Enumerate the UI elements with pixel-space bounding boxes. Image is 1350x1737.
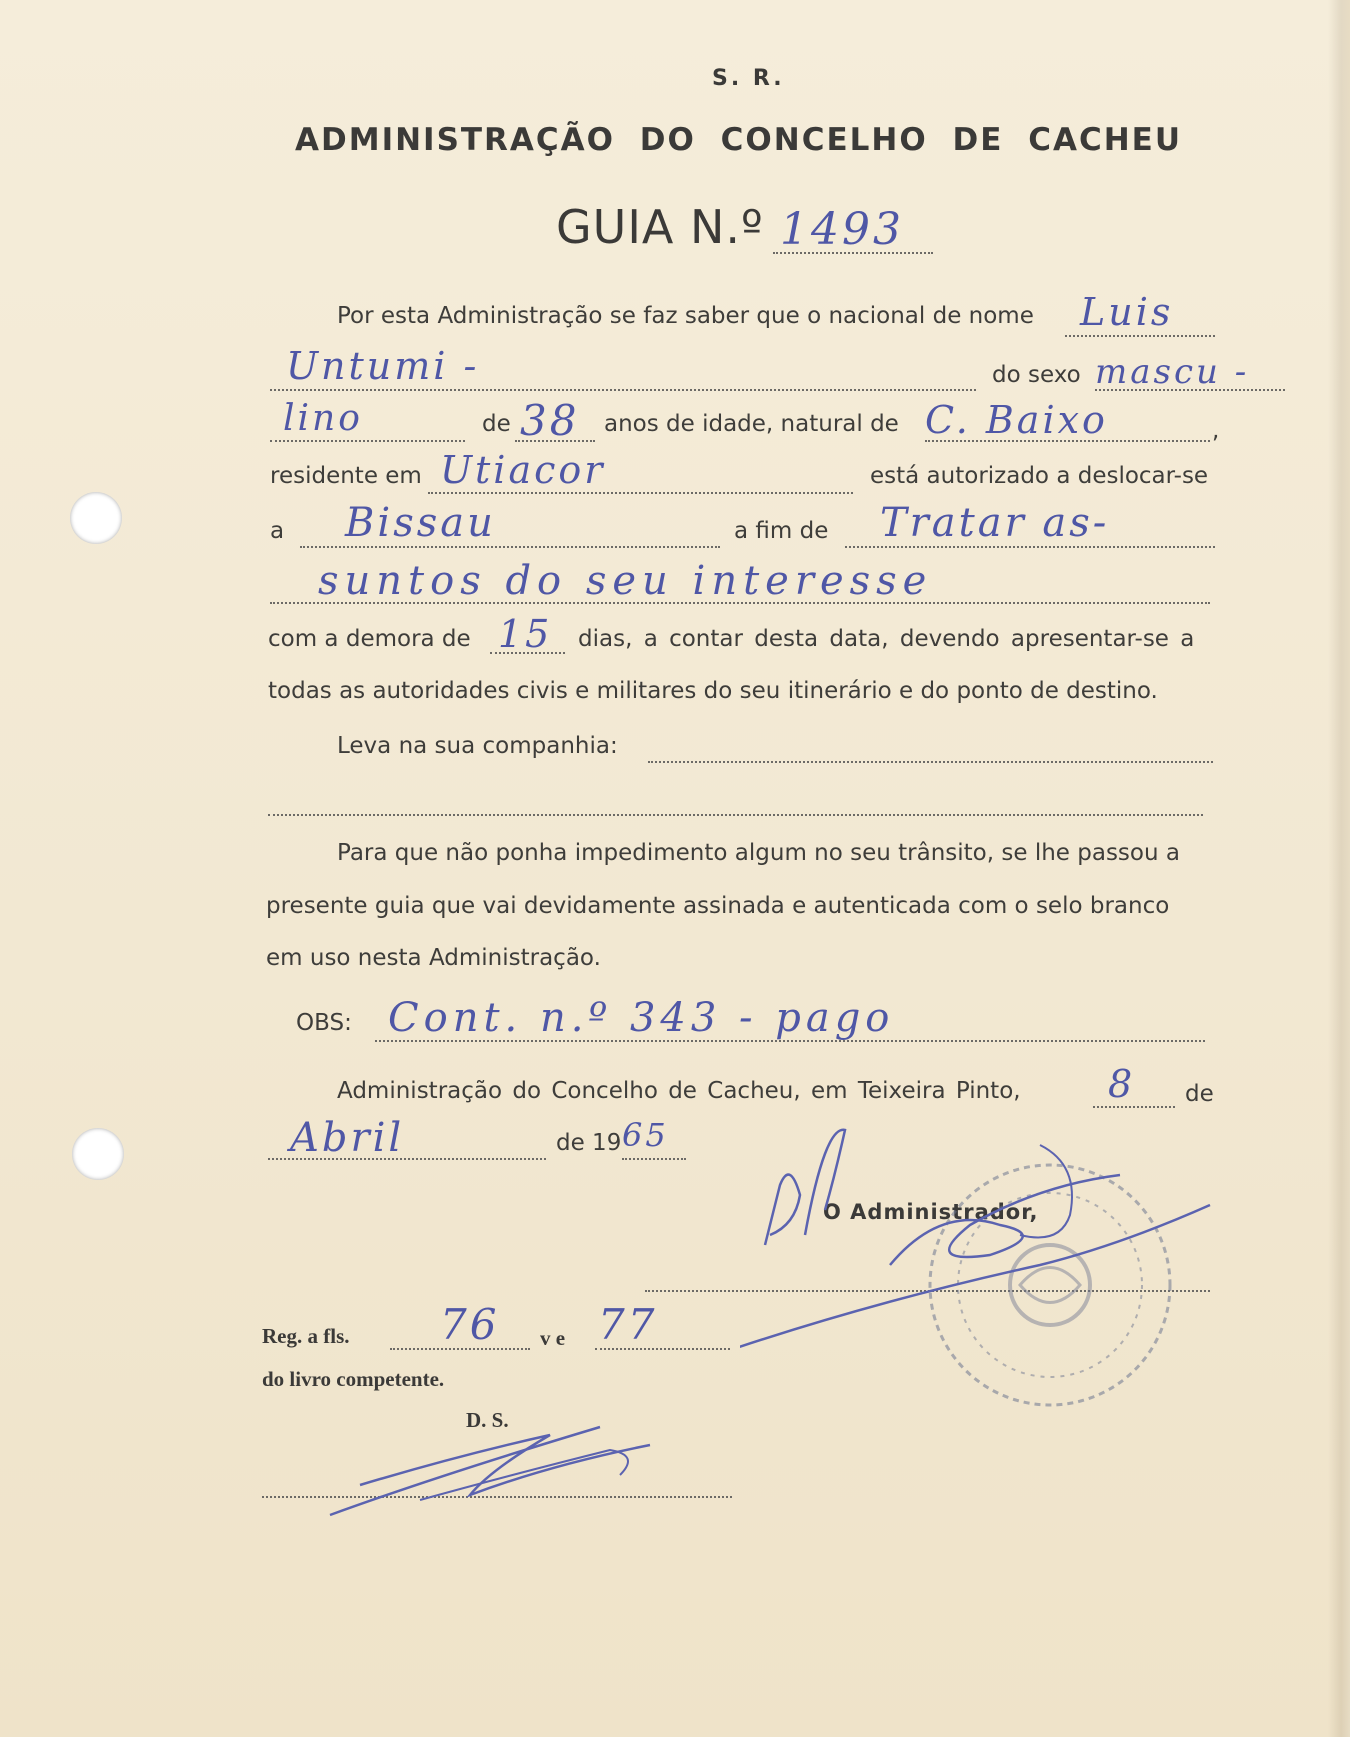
reg-fls2: 77 [598, 1300, 658, 1349]
paragraph-line-1: Para que não ponha impedimento algum no seu trânsito, se lhe passou a [337, 840, 1180, 866]
date-year-line [622, 1158, 686, 1160]
fim-label: a fim de [734, 518, 829, 544]
intro-text: Por esta Administração se faz saber que o nacional de nome [337, 303, 1034, 329]
date-year-suffix: 65 [622, 1116, 669, 1154]
paragraph-line-2: presente guia que vai devidamente assinada e autenticada com o selo branco [266, 893, 1170, 919]
date-day-line [1093, 1106, 1175, 1108]
reg-fls: 76 [440, 1300, 500, 1349]
date-year-prefix: de 19 [556, 1130, 622, 1156]
date-month: Abril [290, 1115, 405, 1161]
ds-label: D. S. [466, 1408, 509, 1432]
fim-value-a: Tratar as- [880, 500, 1110, 546]
sex-value-a: mascu - [1095, 352, 1250, 392]
natural-comma: , [1212, 418, 1220, 444]
date-text: Administração do Concelho de Cacheu, em Teixeira Pinto, [337, 1078, 1021, 1104]
punch-hole-top [70, 492, 122, 544]
demora-suffix: dias, a contar desta data, devendo apresentar-se a [578, 626, 1195, 652]
sex-label: do sexo [992, 362, 1081, 388]
paragraph-line-3: em uso nesta Administração. [266, 945, 601, 971]
demora-prefix: com a demora de [268, 626, 471, 652]
header-sr: S. R. [712, 66, 785, 91]
residente-label: residente em [270, 463, 422, 489]
administration-title: ADMINISTRAÇÃO DO CONCELHO DE CACHEU [295, 122, 1182, 158]
name-last-line [270, 389, 976, 391]
date-de: de [1185, 1081, 1214, 1107]
paper-edge [1328, 0, 1350, 1737]
age-suffix: anos de idade, natural de [604, 411, 899, 437]
companhia-line [648, 761, 1213, 763]
name-last: Untumi - [286, 344, 480, 388]
age-value: 38 [520, 396, 580, 445]
fim-value-b: suntos do seu interesse [318, 558, 933, 604]
autoridades-text: todas as autoridades civis e militares do seu itinerário e do ponto de destino. [268, 678, 1158, 704]
destino-value: Bissau [345, 500, 496, 546]
punch-hole-bottom [72, 1128, 124, 1180]
fim-line [845, 546, 1215, 548]
residente-line [428, 492, 853, 494]
livro-label: do livro competente. [262, 1367, 445, 1391]
administrator-signature-icon [740, 1115, 1220, 1375]
natural-value: C. Baixo [925, 398, 1108, 442]
guia-label: GUIA N.º [556, 200, 764, 254]
residente-value: Utiacor [440, 448, 606, 492]
sex-continuation-line [270, 440, 465, 442]
date-day: 8 [1108, 1062, 1136, 1106]
sex-value-b: lino [283, 398, 363, 439]
destino-line [300, 546, 720, 548]
companhia-label: Leva na sua companhia: [337, 733, 618, 759]
demora-value: 15 [498, 612, 553, 656]
obs-label: OBS: [296, 1010, 352, 1036]
age-prefix: de [482, 411, 511, 437]
companhia-line-2 [268, 814, 1203, 816]
reg-label: Reg. a fls. [262, 1324, 350, 1348]
administrador-label: O Administrador, [823, 1200, 1039, 1224]
name-first-line [1065, 335, 1215, 337]
ds-signature-icon [320, 1415, 660, 1525]
reg-ve: v e [540, 1326, 566, 1350]
name-first: Luis [1080, 290, 1174, 334]
autorizado-text: está autorizado a deslocar-se [870, 463, 1209, 489]
destino-prefix: a [270, 518, 285, 544]
guia-number: 1493 [780, 204, 904, 255]
obs-value: Cont. n.º 343 - pago [388, 995, 895, 1041]
